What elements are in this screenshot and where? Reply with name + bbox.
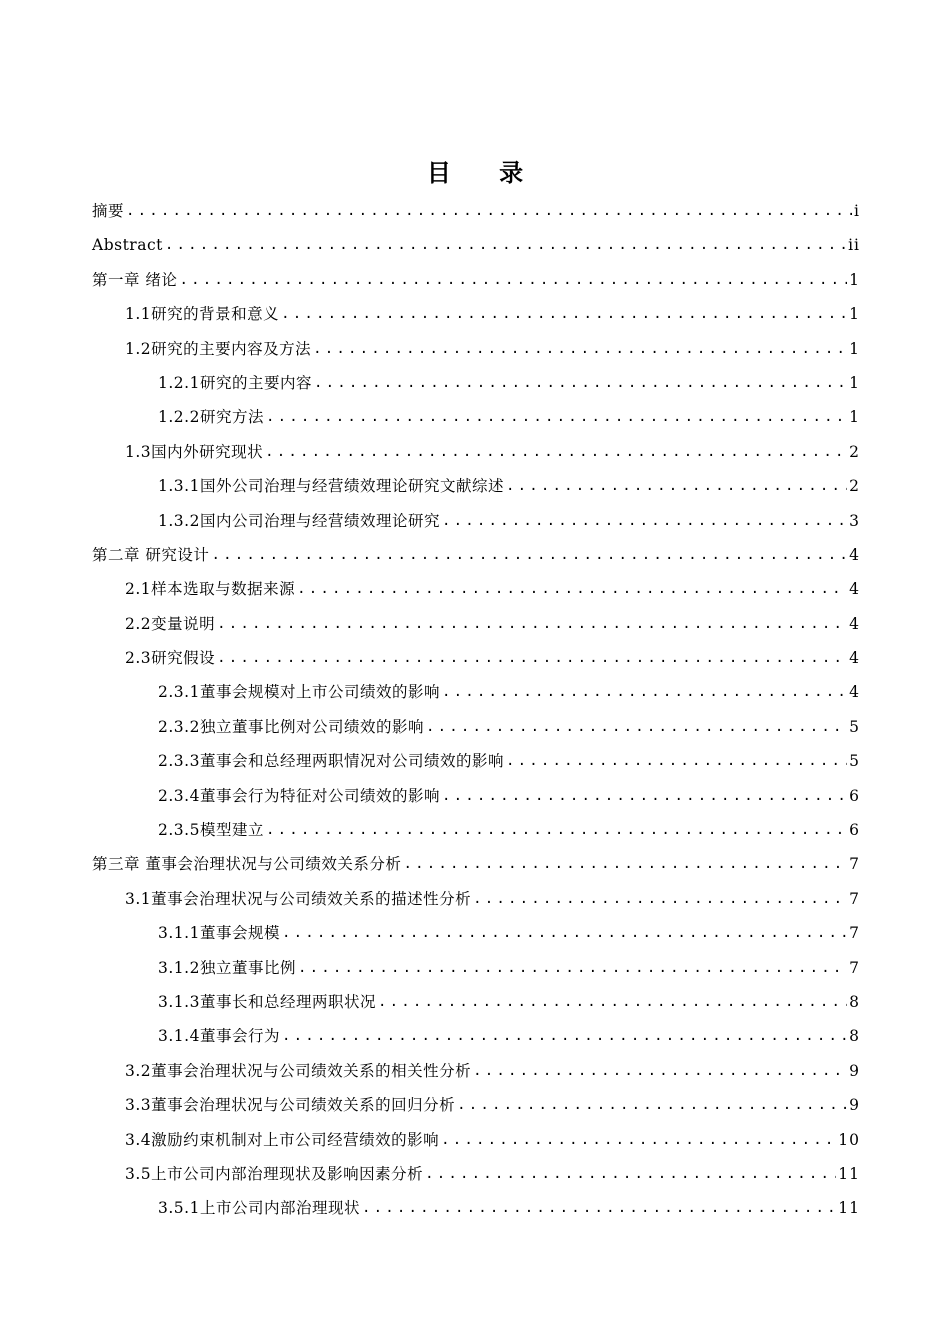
toc-dot-leader (442, 675, 847, 709)
toc-entry[interactable] (92, 847, 860, 881)
toc-entry-text: 1.2.2研究方法 (158, 408, 264, 427)
toc-entry-text: Abstract (92, 236, 163, 255)
toc-dot-leader (281, 297, 847, 331)
toc-entry[interactable] (92, 538, 860, 572)
toc-dot-leader (506, 744, 847, 778)
toc-entry-text: 3.5.1上市公司内部治理现状 (158, 1199, 360, 1218)
toc-entry-text: 第一章 绪论 (92, 270, 178, 289)
toc-dot-leader (266, 813, 847, 847)
toc-page-number: 6 (849, 821, 860, 840)
toc-page-number: 1 (849, 339, 860, 358)
toc-entry-text: 3.1.3董事长和总经理两职状况 (158, 992, 376, 1011)
toc-entry[interactable] (92, 675, 860, 709)
toc-entry[interactable] (92, 228, 860, 262)
toc-page-number: 9 (849, 1096, 860, 1115)
toc-dot-leader (126, 194, 852, 228)
toc-page-number: 8 (849, 1027, 860, 1046)
toc-entry-text: 1.2研究的主要内容及方法 (125, 339, 312, 358)
toc-list (92, 194, 860, 1226)
toc-dot-leader (266, 400, 847, 434)
toc-page-number: 4 (849, 683, 860, 702)
toc-entry[interactable] (92, 572, 860, 606)
toc-entry-text: 1.3国内外研究现状 (125, 442, 264, 461)
toc-dot-leader (282, 916, 847, 950)
toc-entry-text: 2.3研究假设 (125, 649, 216, 668)
toc-entry-text: 3.5上市公司内部治理现状及影响因素分析 (125, 1164, 424, 1183)
toc-entry[interactable] (92, 400, 860, 434)
toc-entry[interactable] (92, 641, 860, 675)
toc-page-number: 6 (849, 786, 860, 805)
toc-dot-leader (211, 538, 847, 572)
toc-page-number: 3 (849, 511, 860, 530)
toc-dot-leader (425, 1157, 836, 1191)
toc-dot-leader (457, 1088, 847, 1122)
toc-page-number: 1 (849, 373, 860, 392)
toc-page-number: i (854, 201, 860, 220)
toc-page-number: 9 (849, 1061, 860, 1080)
toc-entry[interactable] (92, 1123, 860, 1157)
toc-dot-leader (265, 435, 847, 469)
toc-entry-text: 1.3.1国外公司治理与经营绩效理论研究文献综述 (158, 477, 504, 496)
toc-entry-text: 2.3.5模型建立 (158, 821, 264, 840)
toc-entry-text: 1.1研究的背景和意义 (125, 305, 280, 324)
toc-entry[interactable] (92, 194, 860, 228)
toc-entry[interactable] (92, 951, 860, 985)
toc-dot-leader (217, 641, 847, 675)
toc-page-number: 7 (849, 889, 860, 908)
toc-page-number: 11 (838, 1164, 860, 1183)
toc-dot-leader (314, 366, 847, 400)
toc-entry-text: 2.2变量说明 (125, 614, 216, 633)
toc-entry[interactable] (92, 1191, 860, 1225)
toc-entry-text: 3.1.1董事会规模 (158, 924, 280, 943)
toc-dot-leader (313, 332, 847, 366)
toc-page-number: 5 (849, 717, 860, 736)
toc-entry[interactable] (92, 882, 860, 916)
toc-entry[interactable] (92, 297, 860, 331)
toc-entry[interactable] (92, 985, 860, 1019)
toc-title: 目 录 (426, 159, 544, 187)
toc-dot-leader (441, 1123, 836, 1157)
toc-entry[interactable] (92, 1054, 860, 1088)
toc-dot-leader (297, 572, 847, 606)
toc-entry-text: 2.3.3董事会和总经理两职情况对公司绩效的影响 (158, 752, 504, 771)
toc-entry-text: 3.3董事会治理状况与公司绩效关系的回归分析 (125, 1096, 456, 1115)
toc-page-number: 11 (838, 1199, 860, 1218)
toc-entry[interactable] (92, 366, 860, 400)
toc-page-number: 7 (849, 924, 860, 943)
toc-entry[interactable] (92, 504, 860, 538)
toc-page-number: 4 (849, 614, 860, 633)
toc-page-number: 2 (849, 442, 860, 461)
toc-dot-leader (165, 228, 846, 262)
toc-entry-text: 2.3.2独立董事比例对公司绩效的影响 (158, 717, 424, 736)
toc-dot-leader (217, 607, 847, 641)
toc-dot-leader (473, 882, 847, 916)
toc-page-number: 4 (849, 580, 860, 599)
toc-entry-text: 第二章 研究设计 (92, 545, 210, 564)
toc-entry[interactable] (92, 263, 860, 297)
toc-entry-text: 第三章 董事会治理状况与公司绩效关系分析 (92, 855, 402, 874)
toc-page-number: 7 (849, 958, 860, 977)
toc-entry[interactable] (92, 1157, 860, 1191)
toc-dot-leader (403, 847, 847, 881)
toc-entry-text: 摘要 (92, 201, 125, 220)
toc-entry-text: 3.2董事会治理状况与公司绩效关系的相关性分析 (125, 1061, 472, 1080)
toc-dot-leader (426, 710, 847, 744)
toc-dot-leader (179, 263, 847, 297)
toc-entry[interactable] (92, 1088, 860, 1122)
toc-page-number: 8 (849, 992, 860, 1011)
toc-page-number: 10 (838, 1130, 860, 1149)
toc-entry[interactable] (92, 607, 860, 641)
toc-entry[interactable] (92, 332, 860, 366)
toc-entry[interactable] (92, 710, 860, 744)
toc-entry[interactable] (92, 1019, 860, 1053)
toc-entry[interactable] (92, 435, 860, 469)
toc-page-number: 7 (849, 855, 860, 874)
toc-entry-text: 3.1.4董事会行为 (158, 1027, 280, 1046)
toc-entry[interactable] (92, 744, 860, 778)
toc-dot-leader (506, 469, 847, 503)
toc-page-number: 4 (849, 545, 860, 564)
toc-entry[interactable] (92, 779, 860, 813)
toc-entry-text: 3.4激励约束机制对上市公司经营绩效的影响 (125, 1130, 440, 1149)
toc-entry[interactable] (92, 469, 860, 503)
toc-entry-text: 2.3.1董事会规模对上市公司绩效的影响 (158, 683, 440, 702)
toc-entry-text: 1.2.1研究的主要内容 (158, 373, 312, 392)
toc-entry[interactable] (92, 813, 860, 847)
toc-dot-leader (282, 1019, 847, 1053)
toc-page-number: 5 (849, 752, 860, 771)
toc-dot-leader (442, 504, 847, 538)
toc-dot-leader (362, 1191, 836, 1225)
toc-page-number: 1 (849, 305, 860, 324)
toc-entry-text: 3.1董事会治理状况与公司绩效关系的描述性分析 (125, 889, 472, 908)
toc-dot-leader (473, 1054, 847, 1088)
toc-entry-text: 3.1.2独立董事比例 (158, 958, 296, 977)
toc-page-number: 1 (849, 270, 860, 289)
toc-page-number: 4 (849, 649, 860, 668)
toc-dot-leader (378, 985, 847, 1019)
toc-entry-text: 2.3.4董事会行为特征对公司绩效的影响 (158, 786, 440, 805)
toc-dot-leader (442, 779, 847, 813)
toc-page-number: 2 (849, 477, 860, 496)
toc-page-number: ii (848, 236, 860, 255)
toc-page-number: 1 (849, 408, 860, 427)
toc-dot-leader (298, 951, 847, 985)
toc-entry[interactable] (92, 916, 860, 950)
toc-entry-text: 1.3.2国内公司治理与经营绩效理论研究 (158, 511, 440, 530)
toc-entry-text: 2.1样本选取与数据来源 (125, 580, 296, 599)
